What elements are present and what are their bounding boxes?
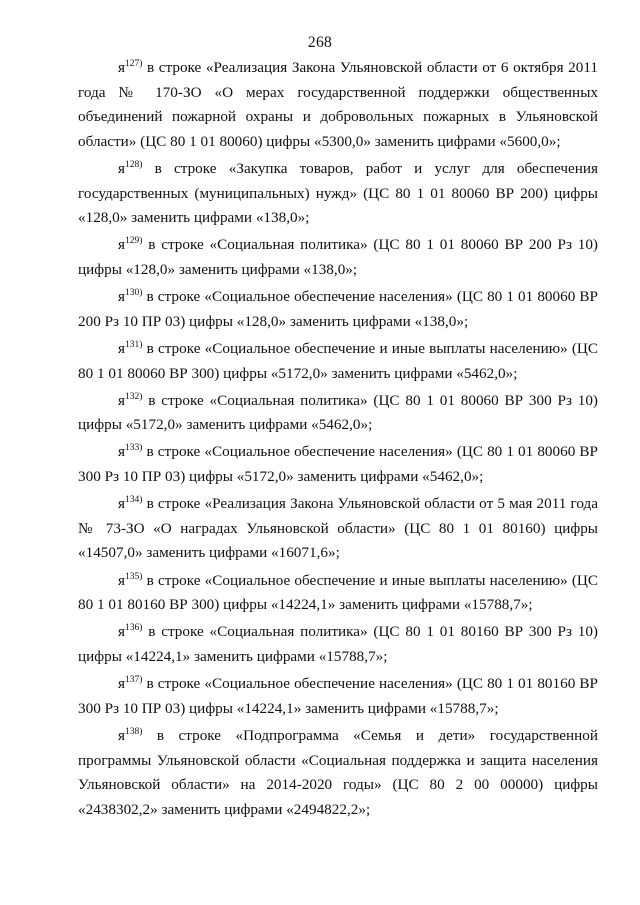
item-superscript: 131) — [125, 339, 143, 350]
item-superscript: 133) — [125, 443, 143, 454]
list-item — [78, 157, 598, 231]
item-superscript: 138) — [125, 726, 143, 737]
item-letter: я — [118, 571, 125, 589]
page-number: 268 — [307, 34, 333, 51]
document-body — [78, 56, 598, 825]
item-text: в строке «Социальная политика» (ЦС 80 1 01 80060 ВР 200 Рз 10) цифры «128,0» заменить цифрами «138,0»; — [78, 236, 598, 278]
item-text: в строке «Социальное обеспечение населения» (ЦС 80 1 01 80160 ВР 300 Рз 10 ПР 03) цифры «14224,1» заменить цифрами «15788,7»; — [78, 675, 598, 717]
list-item — [78, 492, 598, 566]
list-item — [78, 285, 598, 334]
item-superscript: 127) — [125, 58, 143, 69]
item-text: в строке «Социальное обеспечение населения» (ЦС 80 1 01 80060 ВР 300 Рз 10 ПР 03) цифры «5172,0» заменить цифрами «5462,0»; — [78, 443, 598, 486]
item-letter: я — [118, 675, 125, 693]
item-text: в строке «Социальное обеспечение населения» (ЦС 80 1 01 80060 ВР 200 Рз 10 ПР 03) цифры «128,0» заменить цифрами «138,0»; — [78, 288, 598, 330]
list-item — [78, 440, 598, 489]
item-text: в строке «Социальное обеспечение и иные выплаты населению» (ЦС 80 1 01 80160 ВР 300) цифры «14224,1» заменить цифрами «15788,7»; — [78, 571, 598, 614]
item-text: в строке «Подпрограмма «Семья и дети» государственной программы Ульяновской области «Социальная поддержка и защита населения Ульяновской области» на 2014-2020 годы» (ЦС 80 2 00 00000) цифры «2438302,2» заменить цифрами «2494822,2»; — [78, 726, 598, 818]
item-text: в строке «Реализация Закона Ульяновской области от 5 мая 2011 года № 73-ЗО «О наградах Ульяновской области» (ЦС 80 1 01 80160) цифры «14507,0» заменить цифрами «16071,6»; — [78, 495, 598, 562]
item-text: в строке «Социальная политика» (ЦС 80 1 01 80060 ВР 300 Рз 10) цифры «5172,0» заменить цифрами «5462,0»; — [78, 391, 598, 434]
item-superscript: 132) — [125, 391, 143, 402]
item-superscript: 137) — [125, 675, 143, 686]
item-letter: я — [118, 391, 125, 409]
item-text: в строке «Социальная политика» (ЦС 80 1 01 80160 ВР 300 Рз 10) цифры «14224,1» заменить цифрами «15788,7»; — [78, 623, 598, 665]
list-item — [78, 56, 598, 154]
list-item — [78, 569, 598, 618]
item-superscript: 130) — [125, 288, 143, 299]
item-text: в строке «Закупка товаров, работ и услуг для обеспечения государственных (муниципальных) нужд» (ЦС 80 1 01 80060 ВР 200) цифры «128,0» заменить цифрами «138,0»; — [78, 159, 598, 227]
list-item — [78, 724, 598, 822]
item-letter: я — [118, 236, 125, 254]
item-superscript: 134) — [125, 495, 143, 506]
item-letter: я — [118, 623, 125, 641]
item-text: в строке «Социальное обеспечение и иные выплаты населению» (ЦС 80 1 01 80060 ВР 300) цифры «5172,0» заменить цифрами «5462,0»; — [78, 339, 598, 382]
item-letter: я — [118, 726, 125, 744]
item-superscript: 128) — [125, 159, 143, 170]
item-letter: я — [118, 288, 125, 306]
item-superscript: 129) — [125, 236, 143, 247]
item-letter: я — [118, 495, 125, 513]
list-item — [78, 337, 598, 386]
list-item — [78, 233, 598, 282]
item-letter: я — [118, 59, 125, 76]
item-letter: я — [118, 339, 125, 357]
list-item — [78, 672, 598, 721]
item-letter: я — [118, 159, 125, 177]
item-letter: я — [118, 443, 125, 461]
item-superscript: 135) — [125, 571, 143, 582]
list-item — [78, 389, 598, 438]
item-superscript: 136) — [125, 623, 143, 634]
list-item — [78, 620, 598, 669]
item-text: в строке «Реализация Закона Ульяновской области от 6 октября 2011 года № 170-ЗО «О мерах государственной поддержки общественных объединений пожарной охраны и добровольных пожарных в Ульяновской области» (ЦС 80 1 01 80060) цифры «5300,0» заменить цифрами «5600,0»; — [78, 59, 598, 150]
